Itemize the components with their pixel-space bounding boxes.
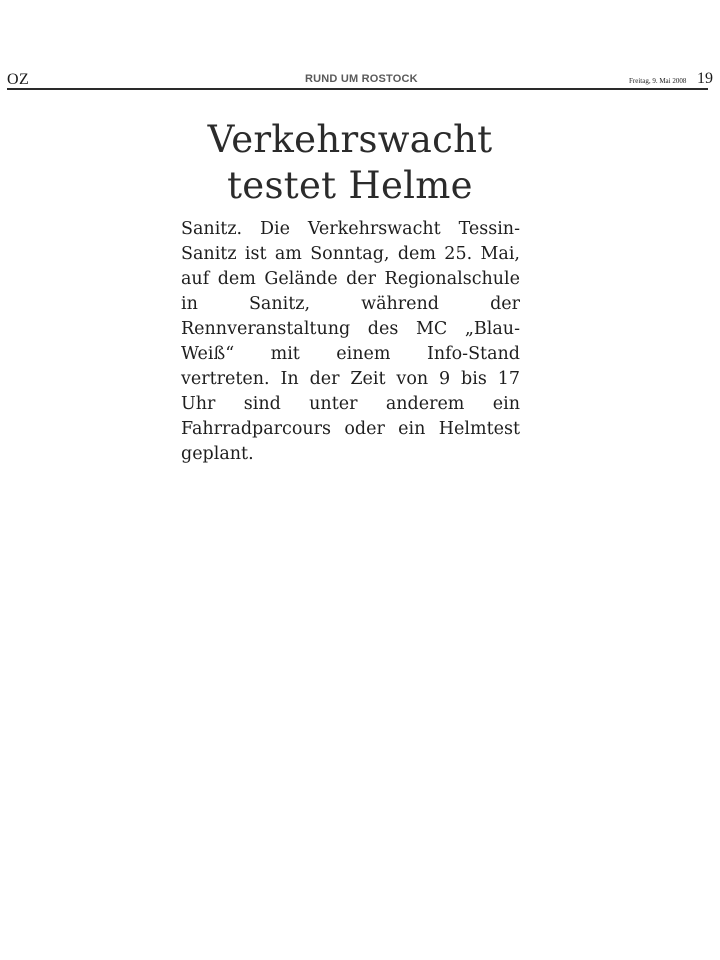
article-headline [180, 117, 520, 209]
publication-code: OZ [7, 71, 30, 88]
headline-line-2: testet Helme [227, 164, 473, 207]
section-title: RUND UM ROSTOCK [305, 73, 418, 85]
article-body: Sanitz. Die Verkehrswacht Tessin-Sanitz ist am Sonntag, dem 25. Mai, auf dem Gelände der Regionalschule in Sanitz, während der Rennveranstaltung des MC „Blau-Weiß“ mit einem Info-Stand vertreten. In der Zeit von 9 bis 17 Uhr sind unter anderem ein Fahrradparcours oder ein Helmtest geplant. [181, 219, 520, 464]
issue-date: Freitag, 9. Mai 2008 [629, 77, 687, 85]
headline-line-1: Verkehrswacht [207, 118, 493, 161]
page-header [7, 70, 713, 90]
page-number: 19 [697, 70, 713, 87]
